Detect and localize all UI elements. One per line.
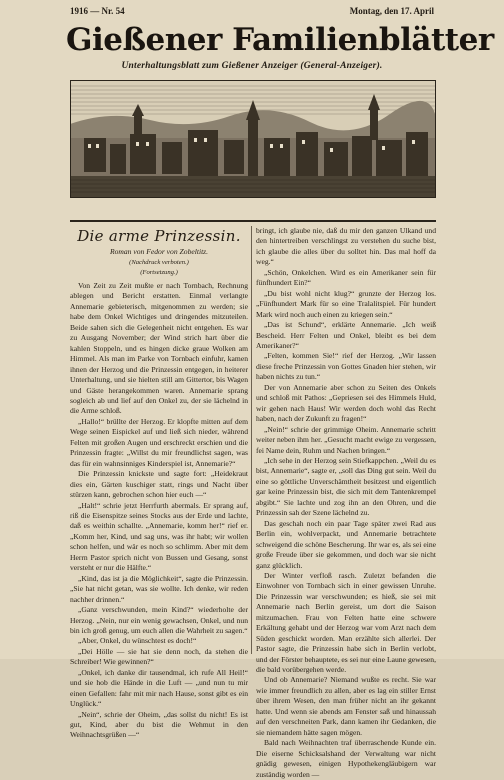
issue-number: 1916 — Nr. 54 [70, 6, 125, 16]
story-paragraph: „Kind, das ist ja die Möglichkeit“, sagte die Prinzessin. „Sie hat nicht getan, was sie wollte. Ich denke, wir reden nachher drinnen.“ [70, 573, 248, 604]
continuation-label: (Fortsetzung.) [140, 269, 178, 276]
story-paragraph: „Schön, Onkelchen. Wird es ein Amerikaner sein für fünfhundert Ein?“ [256, 267, 436, 288]
story-paragraph: „Nein!“ schrie der grimmige Oheim. Annemarie schritt weiter neben ihm her. „Gesucht macht ewige zu vergessen, fei Name dein, Ruhm und Nachen bringen.“ [256, 424, 436, 455]
story-paragraph: „Dei Hölle — sie hat sie denn noch, da stehen die Schreiber! Wie gewinnen?“ [70, 646, 248, 667]
story-column-left [70, 226, 248, 740]
reprint-notice: (Nachdruck verboten.) [129, 259, 189, 266]
story-paragraph: bringt, ich glaube nie, daß du mir den ganzen Ulkand und den hintertreiben verschlingst zu verstehen du suche bist, ich glaube die alles über du solltet hin. Das mal hoff da weg.“ [256, 226, 436, 267]
story-paragraph: „Aber, Onkel, du wünschtest es doch!“ [78, 636, 197, 646]
story-paragraph: Der von Annemarie aber schon zu Seiten des Onkels und schloß mit Pathos: „Gepriesen sei des Himmels Huld, wir gehen nach Haus! Wir werden doch wohl das Recht haben, nach der Zukunft zu fragen!“ [256, 382, 436, 424]
story-paragraph: „Ganz verschwunden, mein Kind?“ wiederholte der Herzog. „Nein, nur ein wenig gewachsen, Onkel, und nun bin ich groß genug, um euch allen die Wahrheit zu sagen.“ [70, 605, 248, 635]
story-paragraph: Der Winter verfloß rasch. Zuletzt befanden die Einwohner von Tornbach sich in einer gewissen Unruhe. Die Prinzessin war verschwunden; es hieß, sie sei mit Annemarie nach Berlin gereist, um dort die Saison mitzumachen. Frau von Felten hatte eine schwere Erkältung gehabt und der Herzog war vom Arzt nach dem Süden geschickt worden. Man erzählte sich allerlei. Der Pastor sagte, die Prinzessin habe sich in Berlin verlobt, und der Förster behauptete, es sei nur eine Laune gewesen, die bald vorübergehen werde. [256, 570, 436, 675]
story-paragraph: Von Zeit zu Zeit mußte er nach Tornbach, Rechnung ablegen und Bericht erstatten. Einmal verlangte Annemarie gebieterisch, mitgenommen zu werden; sie habe dem Onkel Wichtiges und dringendes mitzuteilen. Beide sahen sich die Gelegenheit nicht entgehen. Es war zu Ausgang November; der Wind strich hart über die kahlen Stoppeln, und es hingen dicke graue Wolken am Himmel. Als man im Parke von Tornbach einfuhr, kamen ihnen der Herzog und die Prinzessin entgegen, in heiterer Unterhaltung, und sie hielten still am Gittertor, bis Wagen und Gäste herangekommen waren. Annemarie sprang sogleich ab und lief auf den Onkel zu, der sie lächelnd in die Arme schloß. [70, 281, 248, 416]
story-column-right [256, 226, 436, 779]
section-divider [70, 220, 436, 222]
issue-header [70, 6, 434, 20]
story-paragraph: „Felten, kommen Sie!“ rief der Herzog. „Wir lassen diese freche Prinzessin von Gottes Gnaden hier stehen, wir haben nichts zu tun.“ [256, 351, 436, 382]
masthead-title: Gießener Familienblätter [66, 22, 494, 58]
story-paragraph: „Onkel, ich danke dir tausendmal, ich rufe All Heil!“ und sie hob die Hände in die Luft — „und nun tu mir einen Gefallen: fahr mit mir nach Hause, sonst gibt es ein Unglück.“ [70, 667, 248, 709]
story-paragraph: „Halt!“ schrie jetzt Herrfurth abermals. Er sprang auf, riß die Eisenspitze seines Stocks aus der Erde und lachte, daß es weithin schallte. „Annemarie, komm her!“ rief er. „Komm her, Kind, und sag uns, was ihr habt; wir wollen schon helfen, und wär es noch so schlimm. Aber mit dem Herrn Pastor sprich nicht von Bussen und Gesang, sonst versteht er nur die Hälfte.“ [70, 500, 248, 573]
story-paragraph: Das geschah noch ein paar Tage später zwei Rad aus Berlin ein, wohlverpackt, und Annemarie betrachtete schweigend die schöne Bescherung. Ihr war es, als sei eine große Freude über sie gekommen, und doch war sie nicht ganz glücklich. [256, 518, 436, 570]
story-paragraph: „Du bist wohl nicht klug?“ grunzte der Herzog los. „Fünfhundert Mark für so eine Tralalitspiel. Für hundert Mark wird noch auch einen zu kriegen sein.“ [256, 288, 436, 319]
city-vignette-illustration [70, 80, 436, 198]
column-rule [251, 226, 252, 654]
story-paragraph: „Hallo!“ brüllte der Herzog. Er klopfte mitten auf dem Wege seinen Eispickel auf und ließ sich nieder, während Felten mit großen Augen und erschreckt erschien und die Prinzessin fragte: „Willst du mir freundlichst sagen, was das für ein wahnsinniges Kinderspiel ist, Annemarie?“ [70, 416, 248, 468]
story-paragraph: Und ob Annemarie? Niemand wußte es recht. Sie war wie immer freundlich zu allen, aber es lag ein stiller Ernst über ihrem Wesen, den man früher nicht an ihr gekannt hatte. Und wenn sie abends am Fenster saß und hinaussah auf den verschneiten Park, dann kamen ihr Gedanken, die sie niemandem hätte sagen mögen. [256, 675, 436, 737]
masthead [66, 20, 494, 78]
story-paragraph: Die Prinzessin knickste und sagte fort: „Heidekraut dies ein, Gärten kuschiger statt, rings und Nacht über stürzen kann, gebrochen schon hier euch —“ [70, 469, 248, 500]
story-author: Roman von Fedor von Zobeltitz. [109, 247, 209, 256]
story-paragraph: „Das ist Schund“, erklärte Annemarie. „Ich weiß Bescheid. Herr Felten und Onkel, bleibt es bei dem Amerikaner?“ [256, 320, 436, 350]
story-paragraph: Bald nach Weihnachten traf überraschende Kunde ein. Die eiserne Schicksalshand der Verwaltung war nicht gnädig gewesen, einigen Hypothekengläubigern war zuständig worden — [256, 738, 436, 779]
story-title: Die arme Prinzessin. [77, 227, 241, 245]
story-paragraph: „Ich sehe in der Herzog sein Stiefkappchen. „Weil du es bist, Annemarie“, sagte er, „soll das Ding gut sein. Weil du eine so göttliche Unverschämtheit besitzest und eigentlich gar keine Prinzessin bist, die sich mit dem Tantenkrempel abgibt.“ Sie lachte und zog ihn an den Ohren, und die Prinzessin sah der Szene lächelnd zu. [256, 455, 436, 518]
masthead-subtitle: Unterhaltungsblatt zum Gießener Anzeiger (General-Anzeiger). [121, 61, 383, 71]
issue-date: Montag, den 17. April [349, 6, 434, 16]
story-paragraph: „Nein“, schrie der Oheim, „das sollst du nicht! Es ist gut, Kind, aber du bist die Wehmut in den Weihnachtsgrüßen —“ [70, 709, 248, 740]
